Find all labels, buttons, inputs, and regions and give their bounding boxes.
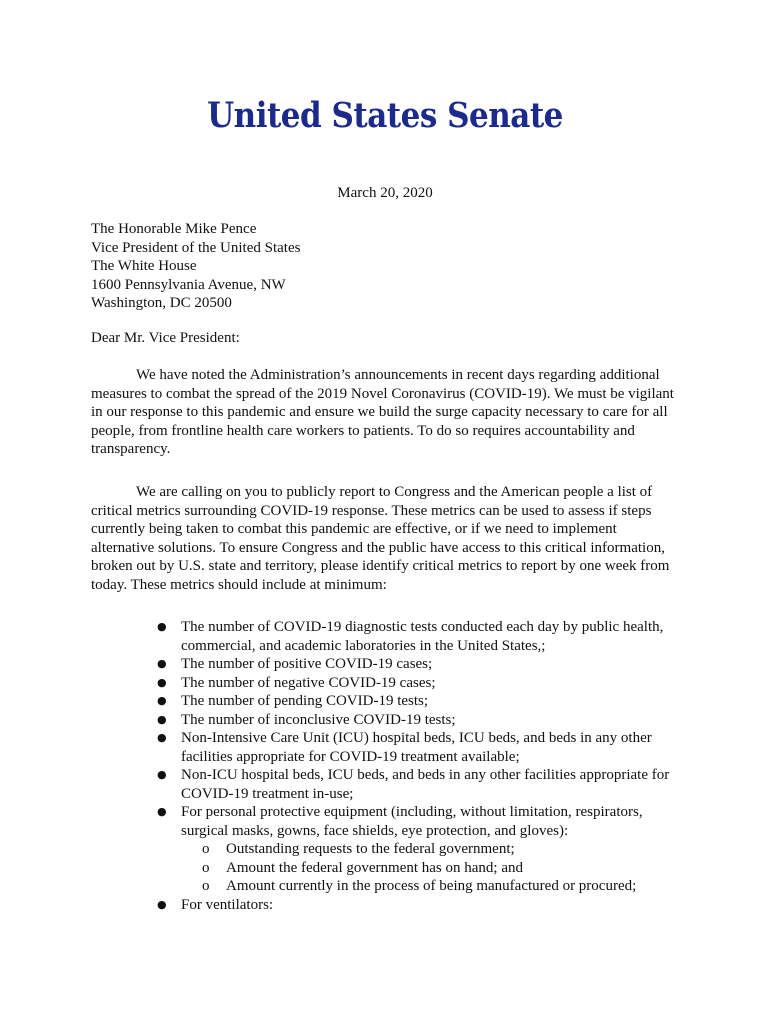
paragraph-line: people, from frontline health care workers to patients. To do so requires accountability and xyxy=(91,422,635,439)
list-item xyxy=(156,711,696,730)
recipient-address xyxy=(91,220,300,313)
list-item-text: The number of inconclusive COVID-19 tests; xyxy=(181,711,456,728)
letter-date: March 20, 2020 xyxy=(337,185,433,201)
address-line: The White House xyxy=(91,258,197,274)
bullet-icon: ● xyxy=(157,620,167,633)
paragraph-line: measures to combat the spread of the 2019 Novel Coronavirus (COVID-19). We must be vigilant xyxy=(91,385,674,402)
paragraph-line: broken out by U.S. state and territory, please identify critical metrics to report by one week from xyxy=(91,558,670,574)
list-item xyxy=(156,729,696,766)
metrics-list xyxy=(156,618,696,914)
bullet-icon: ● xyxy=(157,712,167,726)
address-line: Vice President of the United States xyxy=(91,239,301,256)
list-item-text: The number of positive COVID-19 cases; xyxy=(181,656,433,672)
list-item xyxy=(156,655,696,674)
list-item xyxy=(156,766,696,803)
sub-list-item xyxy=(156,859,696,878)
bullet-icon: ● xyxy=(157,657,167,670)
address-line: 1600 Pennsylvania Avenue, NW xyxy=(91,276,286,293)
salutation: Dear Mr. Vice President: xyxy=(91,330,240,346)
sub-bullet-icon: o xyxy=(202,841,210,857)
letterhead-logo: United States Senate xyxy=(207,95,563,137)
sub-list-item xyxy=(156,877,696,896)
sub-bullet-icon: o xyxy=(202,878,210,894)
bullet-icon: ● xyxy=(157,675,167,689)
address-line: Washington, DC 20500 xyxy=(91,295,232,311)
paragraph-1 xyxy=(91,366,681,459)
sub-list-item-text: Amount currently in the process of being manufactured or procured; xyxy=(226,878,637,894)
list-item-text: commercial, and academic laboratories in the United States,; xyxy=(181,637,546,654)
paragraph-line: We have noted the Administration’s announcements in recent days regarding additional xyxy=(136,367,660,383)
list-item-text: facilities appropriate for COVID-19 treatment available; xyxy=(181,748,520,765)
list-item xyxy=(156,896,696,915)
paragraph-line: today. These metrics should include at minimum: xyxy=(91,576,387,593)
paragraph-2 xyxy=(91,483,681,594)
list-item-text: Non-Intensive Care Unit (ICU) hospital beds, ICU beds, and beds in any other xyxy=(181,730,652,746)
bullet-icon: ● xyxy=(157,694,167,707)
bullet-icon: ● xyxy=(157,805,167,818)
sub-list-item-text: Outstanding requests to the federal government; xyxy=(226,841,515,857)
list-item-text: The number of pending COVID-19 tests; xyxy=(181,693,429,709)
list-item-text: Non-ICU hospital beds, ICU beds, and beds in any other facilities appropriate for xyxy=(181,767,670,783)
sub-list-item xyxy=(156,840,696,859)
bullet-icon: ● xyxy=(157,731,167,744)
paragraph-line: alternative solutions. To ensure Congress and the public have access to this critical information, xyxy=(91,539,665,556)
list-item xyxy=(156,803,696,840)
list-item-text: The number of COVID-19 diagnostic tests conducted each day by public health, xyxy=(181,619,664,635)
sub-list-item-text: Amount the federal government has on hand; and xyxy=(226,859,523,876)
paragraph-line: currently being taken to combat this pandemic are effective, or if we need to implement xyxy=(91,521,617,537)
list-item-text: COVID-19 treatment in-use; xyxy=(181,785,354,802)
sub-bullet-icon: o xyxy=(202,859,210,876)
list-item-text: The number of negative COVID-19 cases; xyxy=(181,674,436,691)
list-item xyxy=(156,692,696,711)
bullet-icon: ● xyxy=(157,897,167,911)
address-line: The Honorable Mike Pence xyxy=(91,221,257,237)
bullet-icon: ● xyxy=(157,768,167,781)
paragraph-line: transparency. xyxy=(91,441,171,457)
list-item xyxy=(156,674,696,693)
list-item xyxy=(156,618,696,655)
list-item-text: For personal protective equipment (including, without limitation, respirators, xyxy=(181,804,643,820)
list-item-text: surgical masks, gowns, face shields, eye protection, and gloves): xyxy=(181,822,569,839)
paragraph-line: We are calling on you to publicly report to Congress and the American people a list of xyxy=(136,484,653,500)
paragraph-line: in our response to this pandemic and ensure we build the surge capacity necessary to care for all xyxy=(91,404,668,420)
list-item-text: For ventilators: xyxy=(181,896,274,913)
paragraph-line: critical metrics surrounding COVID-19 response. These metrics can be used to assess if steps xyxy=(91,502,652,519)
